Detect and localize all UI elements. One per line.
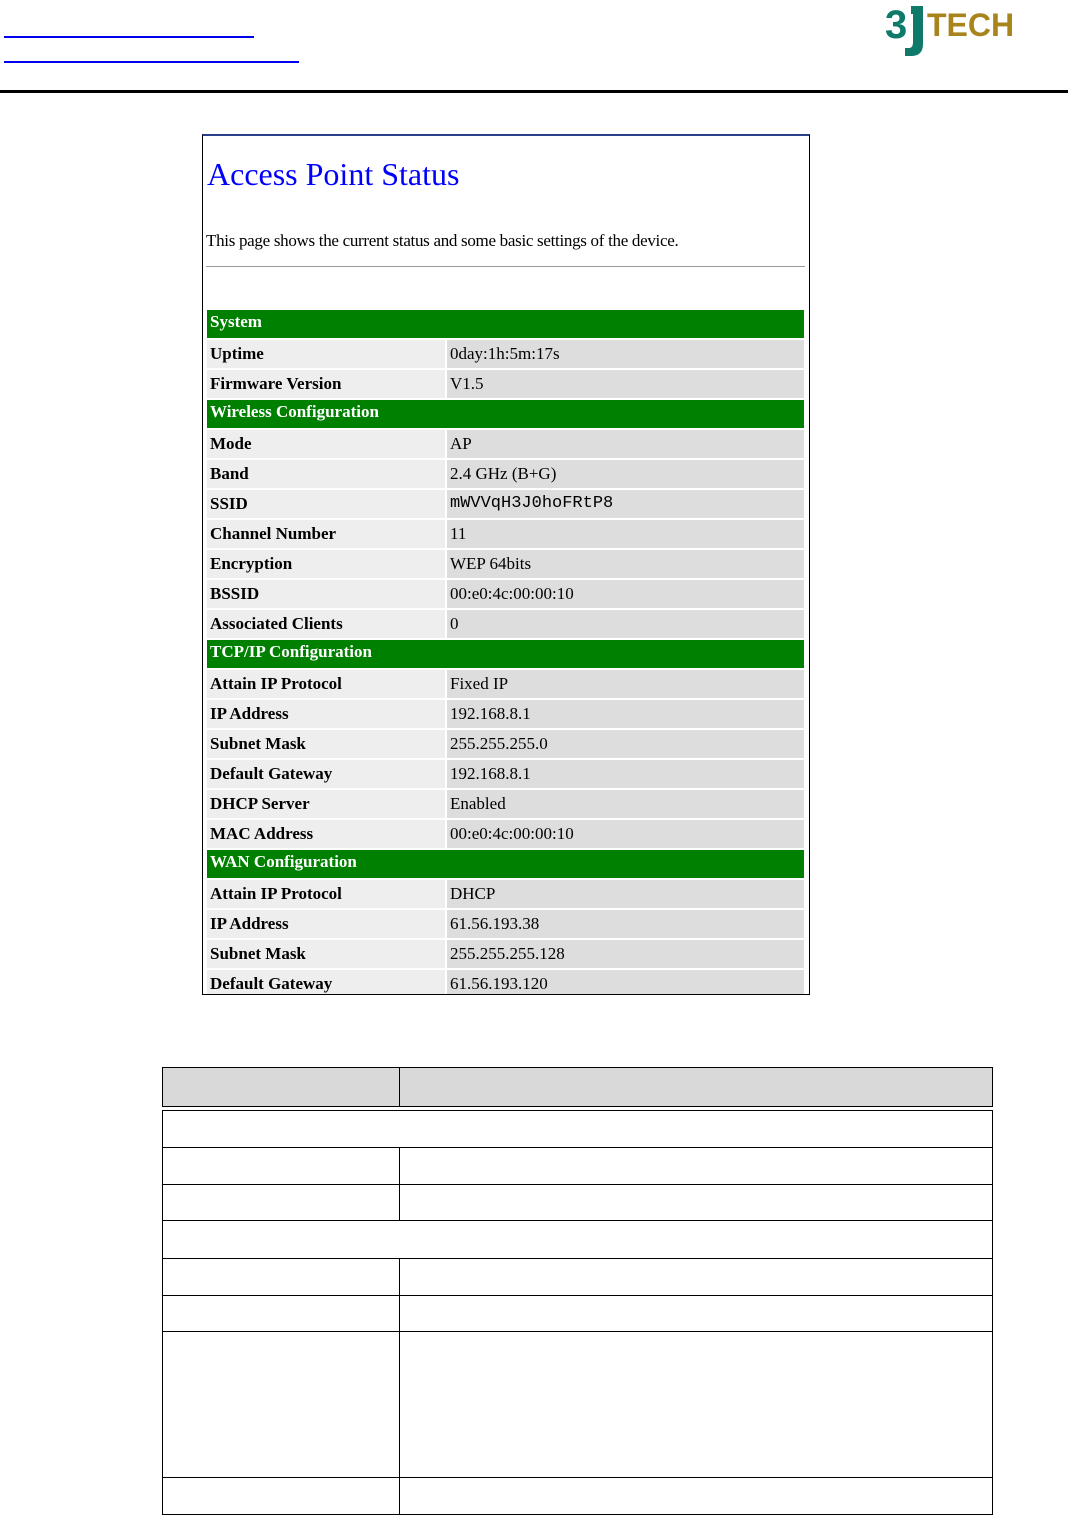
row-label: Subnet Mask	[207, 940, 445, 968]
row-label: Encryption	[207, 550, 445, 578]
table-row	[207, 340, 804, 368]
table-row	[162, 1332, 993, 1478]
row-label: Channel Number	[207, 520, 445, 548]
column-divider	[399, 1185, 400, 1220]
row-label: SSID	[207, 490, 445, 518]
section-title: Wireless Configuration	[210, 402, 379, 421]
table-row	[207, 790, 804, 818]
table-row	[162, 1221, 993, 1259]
table-row	[162, 1259, 993, 1296]
page-title: Access Point Status	[207, 156, 460, 192]
table-row	[207, 460, 804, 488]
section-wan	[207, 850, 804, 878]
divider	[206, 266, 805, 267]
row-label: DHCP Server	[207, 790, 445, 818]
table-row	[207, 970, 804, 995]
table-row	[207, 580, 804, 608]
row-label: Band	[207, 460, 445, 488]
row-value: 00:e0:4c:00:00:10	[447, 820, 804, 848]
row-label: IP Address	[207, 700, 445, 728]
row-value: DHCP	[447, 880, 804, 908]
row-value: V1.5	[447, 370, 804, 398]
row-label: Default Gateway	[207, 760, 445, 788]
row-value: 192.168.8.1	[447, 700, 804, 728]
header-rule	[0, 90, 1068, 93]
row-label: Associated Clients	[207, 610, 445, 638]
row-value: 11	[447, 520, 804, 548]
row-label: IP Address	[207, 910, 445, 938]
3jtech-logo	[883, 0, 1023, 60]
column-divider	[399, 1478, 400, 1514]
row-value: 255.255.255.128	[447, 940, 804, 968]
row-value: Enabled	[447, 790, 804, 818]
table-row	[207, 940, 804, 968]
row-label: Attain IP Protocol	[207, 670, 445, 698]
table-row	[207, 610, 804, 638]
row-label: BSSID	[207, 580, 445, 608]
section-title: TCP/IP Configuration	[210, 642, 372, 661]
row-label: Firmware Version	[207, 370, 445, 398]
table-row	[207, 370, 804, 398]
row-label: Default Gateway	[207, 970, 445, 995]
document-table	[162, 1067, 993, 1515]
header-link-1[interactable]	[4, 36, 254, 38]
row-label: Uptime	[207, 340, 445, 368]
row-value: WEP 64bits	[447, 550, 804, 578]
table-row	[207, 910, 804, 938]
column-divider	[399, 1332, 400, 1477]
column-divider	[399, 1068, 400, 1106]
section-wireless	[207, 400, 804, 428]
row-label: Mode	[207, 430, 445, 458]
page-description: This page shows the current status and some basic settings of the device.	[206, 231, 679, 250]
table-row	[207, 670, 804, 698]
row-value: AP	[447, 430, 804, 458]
row-value: 61.56.193.38	[447, 910, 804, 938]
table-row	[207, 520, 804, 548]
row-value: 192.168.8.1	[447, 760, 804, 788]
svg-text:3: 3	[885, 3, 908, 47]
table-row	[207, 700, 804, 728]
table-row	[207, 550, 804, 578]
section-system	[207, 310, 804, 338]
section-title: WAN Configuration	[210, 852, 357, 871]
table-row	[207, 430, 804, 458]
table-row	[162, 1110, 993, 1148]
svg-text:TECH: TECH	[927, 7, 1015, 43]
row-value: 255.255.255.0	[447, 730, 804, 758]
table-row	[207, 490, 804, 518]
table-row	[207, 730, 804, 758]
header-link-2[interactable]	[4, 61, 299, 63]
row-value: 61.56.193.120	[447, 970, 804, 995]
table-row	[207, 760, 804, 788]
table-row	[162, 1478, 993, 1515]
row-value: 00:e0:4c:00:00:10	[447, 580, 804, 608]
row-label: Attain IP Protocol	[207, 880, 445, 908]
table-row	[207, 820, 804, 848]
row-label: Subnet Mask	[207, 730, 445, 758]
table-row	[207, 880, 804, 908]
table-row	[162, 1148, 993, 1185]
row-value: Fixed IP	[447, 670, 804, 698]
column-divider	[399, 1296, 400, 1331]
ap-status-screenshot	[202, 134, 810, 995]
row-value: 0day:1h:5m:17s	[447, 340, 804, 368]
status-table	[207, 310, 804, 995]
section-title: System	[210, 312, 262, 331]
table-row	[162, 1296, 993, 1332]
row-value: 0	[447, 610, 804, 638]
row-value: mWVVqH3J0hoFRtP8	[447, 490, 804, 518]
table-row	[162, 1185, 993, 1221]
row-value: 2.4 GHz (B+G)	[447, 460, 804, 488]
row-label: MAC Address	[207, 820, 445, 848]
column-divider	[399, 1148, 400, 1184]
column-divider	[399, 1259, 400, 1295]
table-header	[162, 1067, 993, 1107]
section-tcpip	[207, 640, 804, 668]
